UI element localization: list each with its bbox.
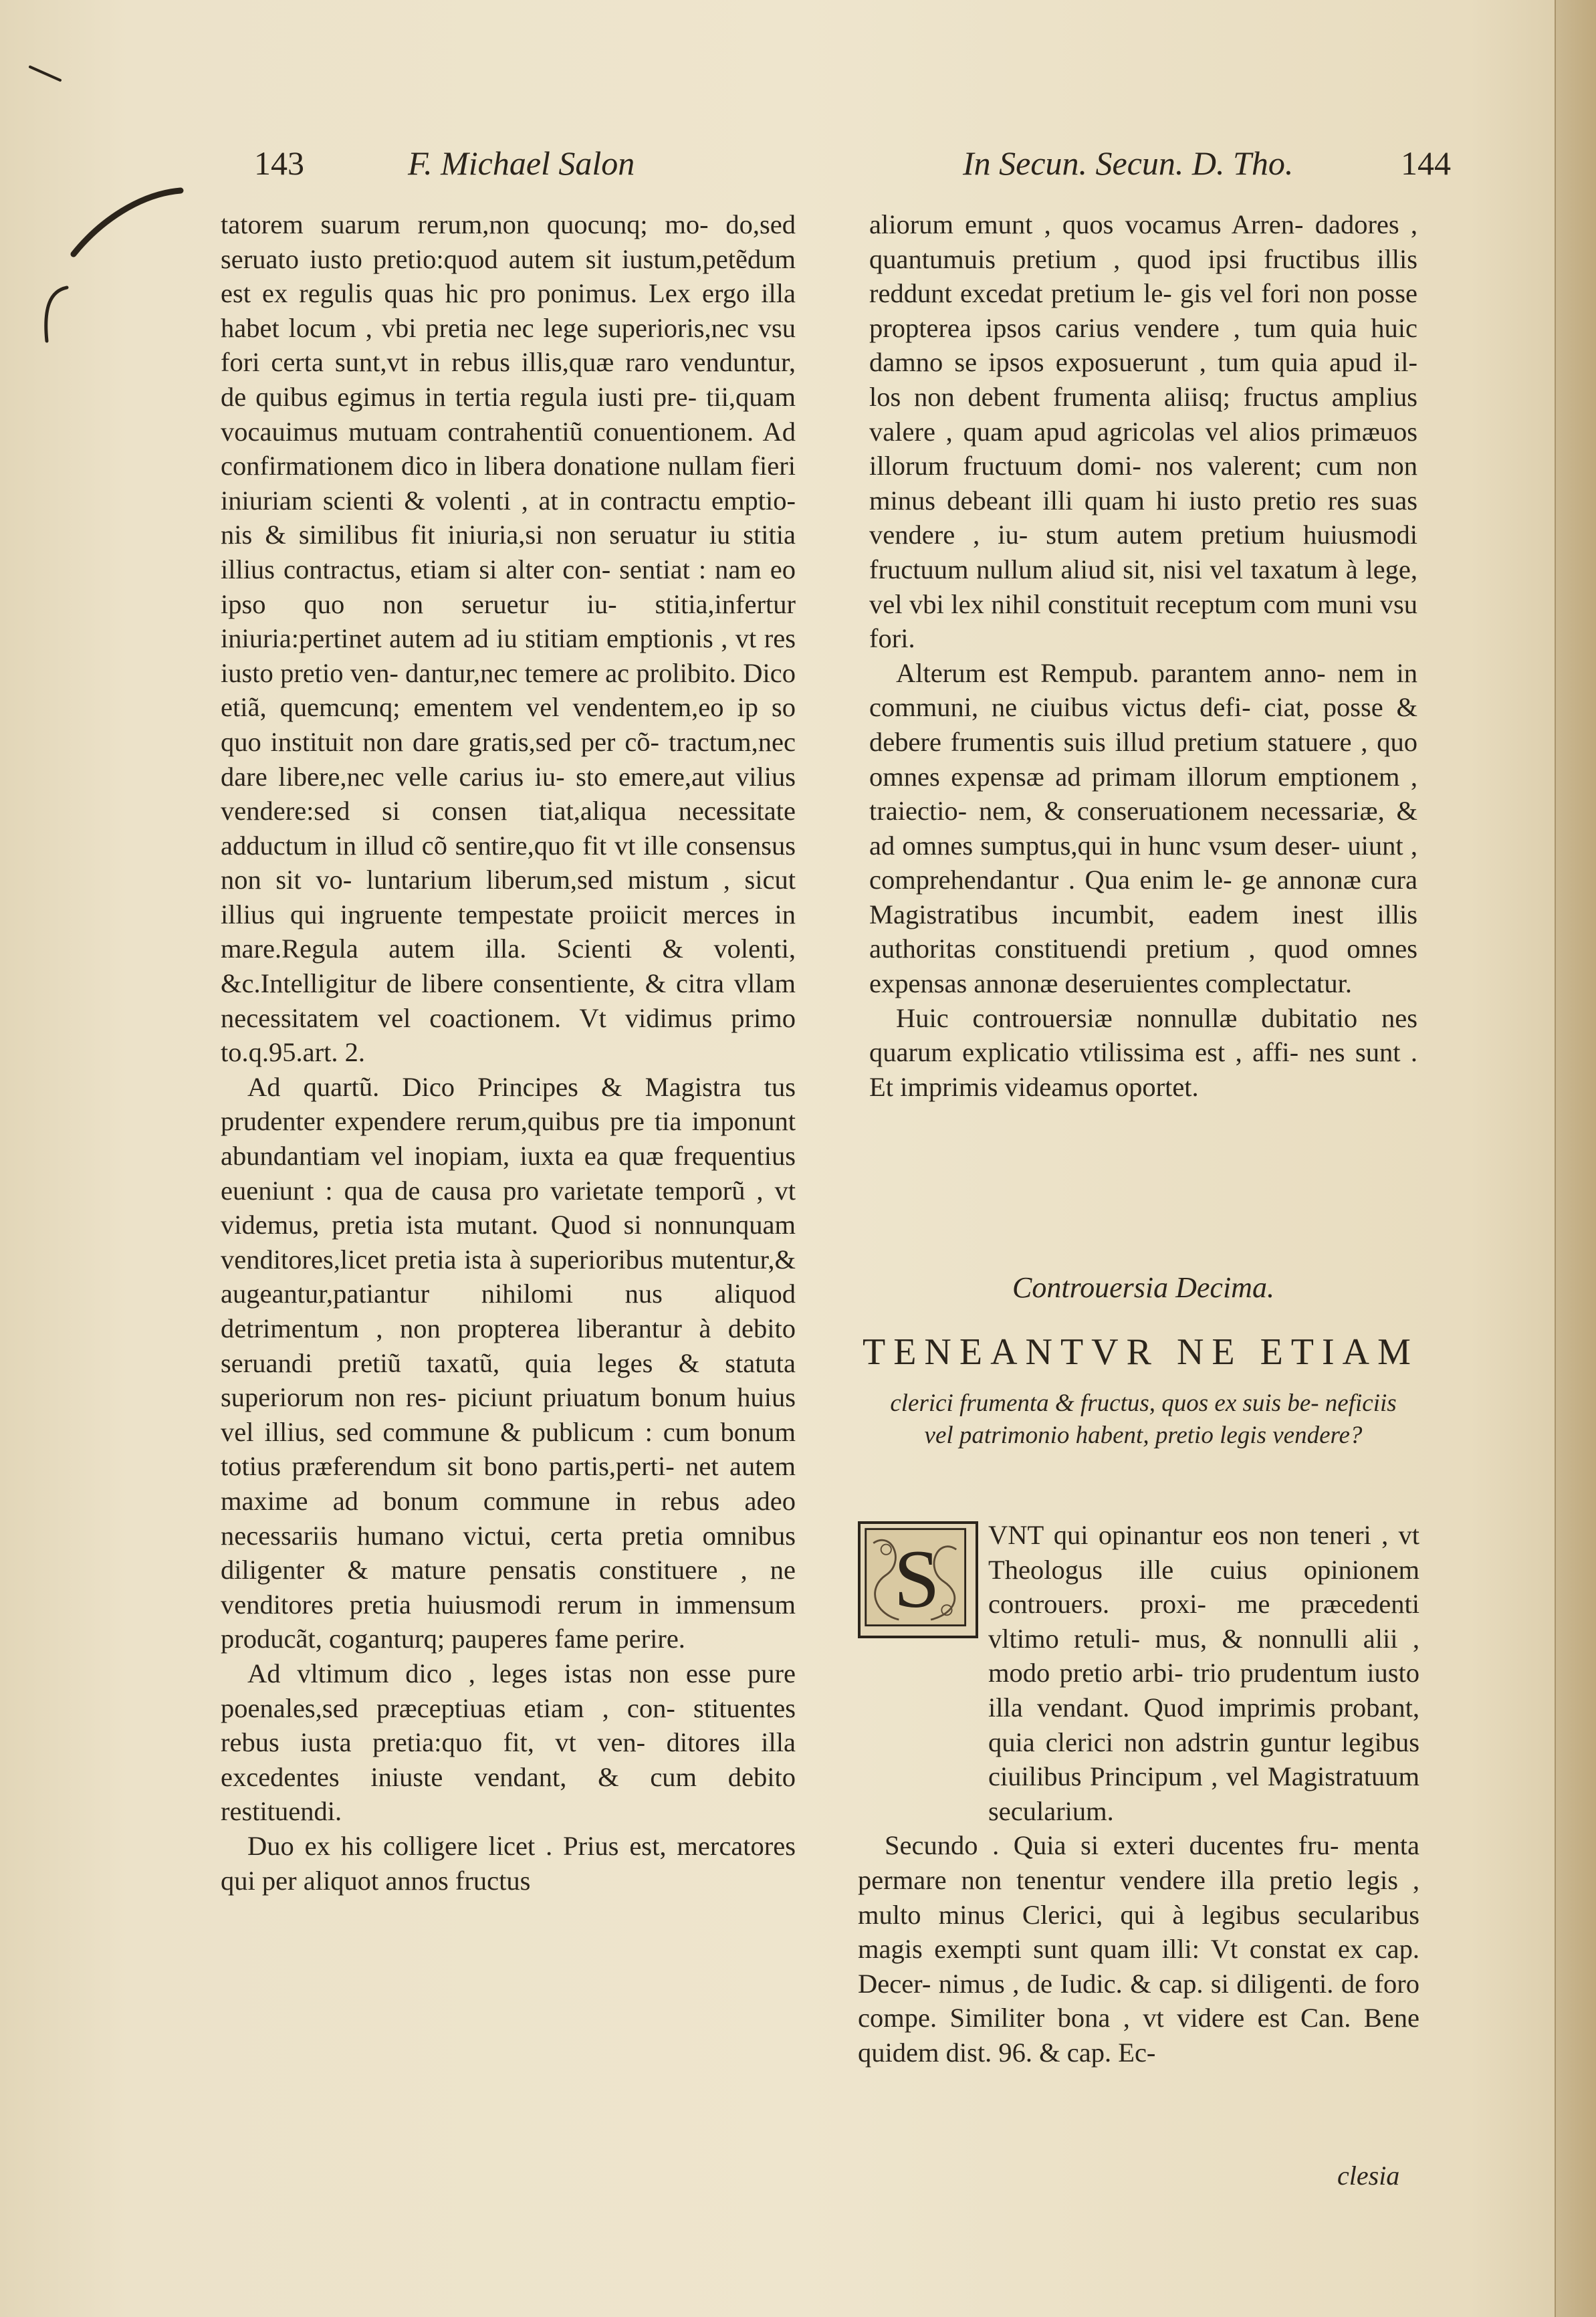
question-heading: TENEANTVR NE ETIAM <box>863 1331 1419 1373</box>
margin-ink-stroke-icon <box>67 181 187 301</box>
right-column <box>869 207 1417 1104</box>
header-title: In Secun. Secun. D. Tho. <box>963 144 1294 182</box>
answer-paragraph-1: VNT qui opinantur eos non teneri , vt Theologus ille cuius opinionem controuers. proxi- me præcedenti vltimo retuli- mus, & nonnulli alii , modo pretio arbi- trio prudentum iusto illa vendant. Quod imprimis probant, quia clerici non adstrin guntur legibus ciuilibus Principum , vel Magistratuum secularium. <box>988 1520 1419 1826</box>
drop-cap-letter: S <box>893 1533 940 1626</box>
margin-ink-hook-icon <box>33 281 74 348</box>
catchword: clesia <box>1337 2161 1400 2191</box>
page-number-right: 144 <box>1401 144 1451 182</box>
page-number-left: 143 <box>254 144 304 182</box>
right-paragraph-3: Huic controuersiæ nonnullæ dubitatio nes quarum explicatio vtilissima est , affi- nes sunt . Et imprimis videamus oportet. <box>869 1002 1417 1102</box>
adjacent-page-edge <box>1555 0 1596 2317</box>
margin-ink-tick-icon <box>27 60 67 87</box>
right-paragraph-2: Alterum est Rempub. parantem anno- nem in communi, ne ciuibus victus defi- ciat, posse & debere frumentis suis illud pretium statuere , quo omnes expensæ ad primam illorum emptionem , traiectio- nem, & conseruationem necessariæ, & ad omnes sumptus,qui in hunc vsum deser- uiunt , comprehendantur . Qua enim le- ge annonæ cura Magistratibus incumbit, eadem inest illis authoritas constituendi pretium , quod omnes expensas annonæ deseruientes complectatur. <box>869 657 1417 999</box>
header-author: F. Michael Salon <box>408 144 635 182</box>
right-paragraph-1: aliorum emunt , quos vocamus Arren- dadores , quantumuis pretium , quod ipsi fructibus illis reddunt excedat pretium le- gis vel fori non posse propterea ipsos carius vendere , tum quia huic damno se ipsos exposuerunt , tum quia apud il- los non debent frumenta aliisq; fructus amplius valere , quam apud agricolas vel alios primæuos illorum fructuum domi- nos valerent; cum non minus debeant illi quam hi iusto pretio res suas vendere , iu- stum autem pretium huiusmodi fructuum nullum aliud sit, nisi vel taxatum à lege, vel vbi lex nihil constituit receptum com muni vsu fori. <box>869 209 1417 654</box>
question-subheading: clerici frumenta & fructus, quos ex suis be- neficiis vel patrimonio habent, pretio legis vendere? <box>890 1390 1397 1449</box>
left-column <box>221 207 796 1898</box>
left-paragraph-1: tatorem suarum rerum,non quocunq; mo- do,sed seruato iusto pretio:quod autem sit iustum,petẽdum est ex regulis quas hic pro ponimus. Lex ergo illa habet locum , vbi pretia nec lege superioris,nec vsu fori certa sunt,vt in rebus illis,quæ raro venduntur, de quibus egimus in tertia regula iusti pre- tii,quam vocauimus mutuam contrahentiũ conuentionem. Ad confirmationem dico in libera donatione nullam fieri iniuriam scienti & volenti , at in contractu emptio- nis & similibus fit iniuria,si non seruatur iu stitia illius contractus, etiam si alter con- sentiat : nam eo ipso quo non seruetur iu- stitia,infertur iniuria:pertinet autem ad iu stitiam emptionis , vt res iusto pretio ven- dantur,nec temere ac prolibito. Dico etiã, quemcunq; ementem vel vendentem,eo ip so quo instituit non dare gratis,sed per cõ- tractum,nec dare libere,nec velle carius iu- sto emere,aut vilius vendere:sed si consen tiat,aliqua necessitate adductum in illud cõ sentire,quo fit vt ille consensus non sit vo- luntarium liberum,sed mistum , sicut illius qui ingruente tempestate proiicit merces in mare.Regula autem illa. Scienti & volenti, &c.Intelligitur de libere consentiente, & citra vllam necessitatem vel coactionem. Vt vidimus primo to.q.95.art. 2. <box>221 209 796 1068</box>
controversy-title: Controuersia Decima. <box>1012 1271 1274 1304</box>
running-header <box>254 144 1451 191</box>
left-paragraph-4: Duo ex his colligere licet . Prius est, mercatores qui per aliquot annos fructus <box>221 1830 796 1896</box>
answer-paragraph-2: Secundo . Quia si exteri ducentes fru- menta permare non tenentur vendere illa pretio legis , multo minus Clerici, qui à legibus secularibus magis exempti sunt quam illi: Vt constat ex cap. Decer- nimus , de Iudic. & cap. si diligenti. de foro compe. Similiter bona , vt videre est Can. Bene quidem dist. 96. & cap. Ec- <box>858 1830 1419 2068</box>
left-paragraph-2: Ad quartũ. Dico Principes & Magistra tus prudenter expendere rerum,quibus pre tia imponunt abundantiam vel inopiam, iuxta ea quæ frequentius eueniunt : qua de causa pro varietate temporũ , vt videmus, pretia ista mutant. Quod si nonnunquam venditores,licet pretia ista à superioribus mutentur,& augeantur,patiantur nihilomi nus aliquod detrimentum , non propterea liberantur à debito seruandi pretiũ taxatũ, quia leges & statuta superiorum non res- piciunt priuatum bonum huius vel illius, sed commune & publicum : cum bonum totius præferendum sit bono partis,perti- net autem maxime ad bonum commune in rebus adeo necessariis humano victui, certa pretia omnibus diligenter & mature pensatis constituere , ne venditores pretia huiusmodi rerum in immensum producãt, coganturq; pauperes fame perire. <box>221 1071 796 1654</box>
left-paragraph-3: Ad vltimum dico , leges istas non esse pure poenales,sed præceptiuas etiam , con- stituentes rebus iusta pretia:quo fit, vt ven- ditores illa excedentes iniuste vendant, & cum debito restituendi. <box>221 1658 796 1827</box>
answer-body <box>858 1518 1419 2070</box>
